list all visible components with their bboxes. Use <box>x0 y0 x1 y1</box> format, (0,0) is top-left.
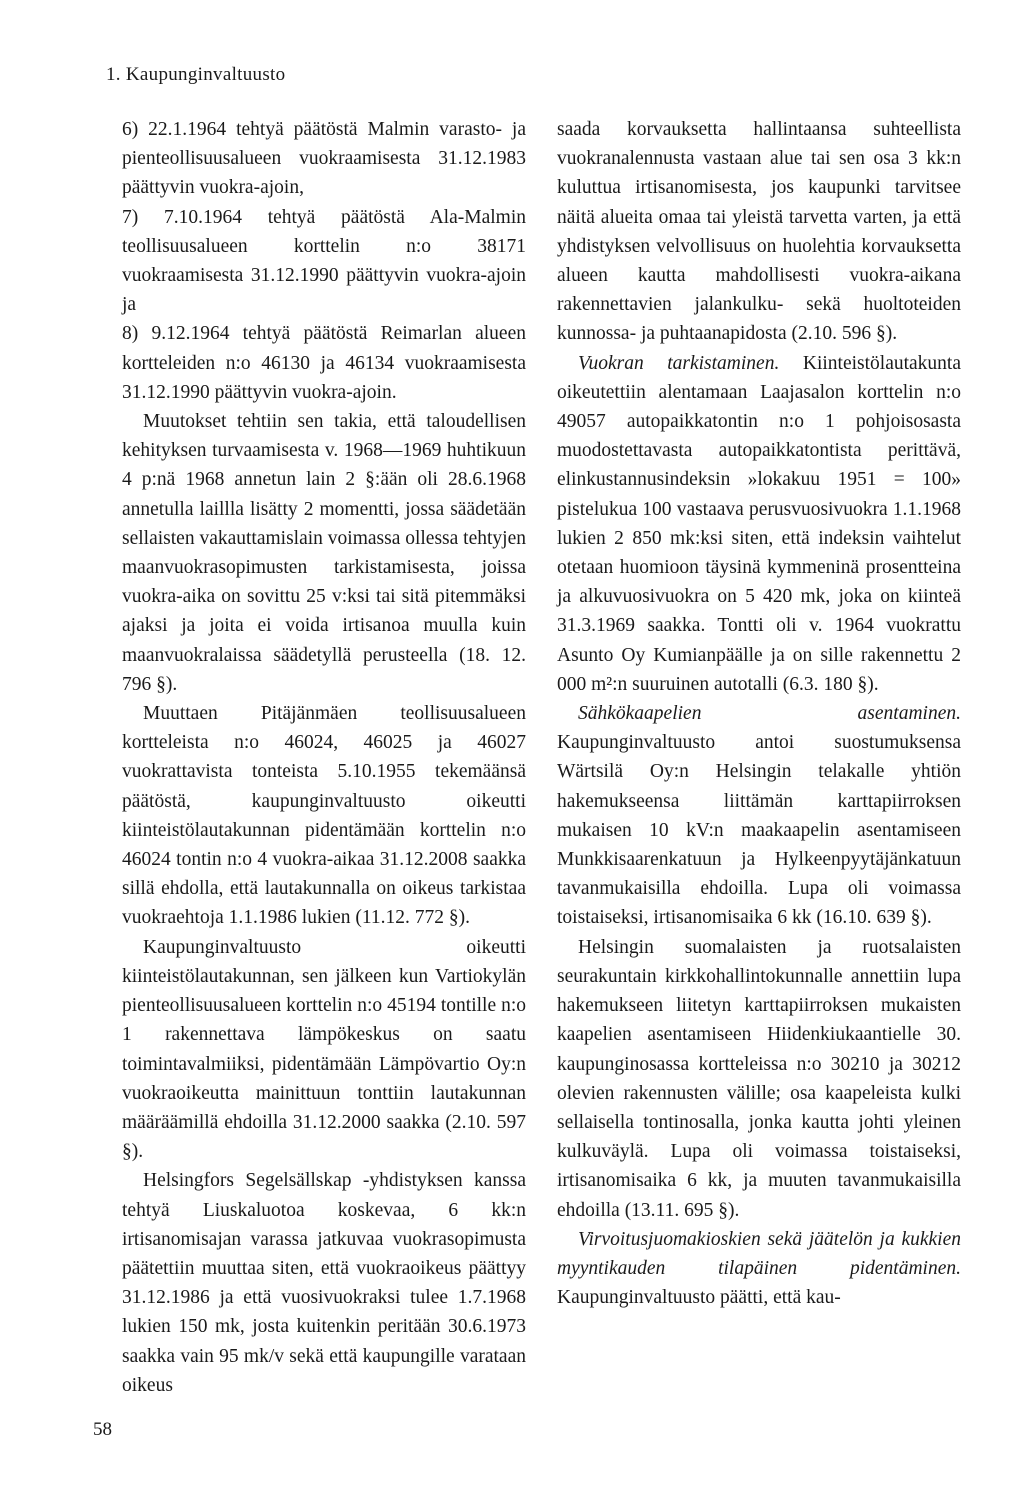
running-head: 1. Kaupunginvaltuusto <box>106 64 286 85</box>
paragraph-text: saada korvauksetta hallintaansa suhteellista vuokranalennusta vastaan alue tai sen osa 3 kk:n kuluttua irtisanomisesta, jos kaupunki tarvitsee näitä alueita omaa tai yleistä tarvetta varten, ja että yhdistyksen velvollisuus on huolehtia korvauksetta alueen kautta mahdollisesti vuokra-aikana rakennettavien jalankulku- sekä huoltoteiden kunnossa- ja puhtaanapidosta (2.10. 596 §). <box>557 119 961 345</box>
paragraph-lead: Sähkökaapelien asentaminen. <box>578 703 961 725</box>
paragraph-text: Kaupunginvaltuusto antoi suostumuksensa Wärtsilä Oy:n Helsingin telakalle yhtiön hakemukseensa liittämän karttapiirroksen mukaisen 10 kV:n maakaapelin asentamiseen Munkkisaarenkatuun ja Hylkeenpyytäjänkatuun tavanmukaisilla ehdoilla. Lupa oli voimassa toistaiseksi, irtisanomisaika 6 kk (16.10. 639 §). <box>557 732 961 929</box>
paragraph <box>122 933 526 1167</box>
left-column <box>122 115 526 1400</box>
paragraph <box>122 319 526 407</box>
paragraph-text: Kiinteistölautakunta oikeutettiin alentamaan Laajasalon korttelin n:o 49057 autopaikkatontin n:o 1 pohjoisosasta muodostettavasta autopaikkatontista perittävä, elinkustannusindeksin »lokakuu 1951 = 100» pistelukua 100 vastaava perusvuosivuokra 1.1.1968 lukien 2 850 mk:ksi siten, että indeksin vaihtelut otetaan huomioon täysinä kymmeninä prosentteina ja alkuvuosivuokra on 5 420 mk, joka on kiinteä 31.3.1969 saakka. Tontti oli v. 1964 vuokrattu Asunto Oy Kumianpäälle ja on sille rakennettu 2 000 m²:n suuruinen autotalli (6.3. 180 §). <box>557 352 961 695</box>
paragraph-text: Muutokset tehtiin sen takia, että taloudellisen kehityksen turvaamisesta v. 1968—1969 huhtikuun 4 p:nä 1968 annetun lain 2 §:ään oli 28.6.1968 annetulla laillla lisätty 2 momentti, jossa säädetään sellaisten vakauttamislain voimassa ollessa tehtyjen maanvuokrasopimusten tarkistamisesta, joissa vuokra-aika on sovittu 25 v:ksi tai sitä pitemmäksi ajaksi ja joita ei voida irtisanoa muulla kuin maanvuokralaissa säädetyllä perusteella (18. 12. 796 §). <box>122 411 526 695</box>
paragraph-lead: Virvoitusjuomakioskien sekä jäätelön ja kukkien myyntikauden tilapäinen pidentäminen. <box>557 1228 961 1279</box>
paragraph <box>557 349 961 699</box>
paragraph <box>557 699 961 933</box>
paragraph-text: 6) 22.1.1964 tehtyä päätöstä Malmin varasto- ja pienteollisuusalueen vuokraamisesta 31.12.1983 päättyvin vuokra-ajoin, <box>122 119 526 199</box>
paragraph <box>122 1166 526 1400</box>
paragraph-text: 7) 7.10.1964 tehtyä päätöstä Ala-Malmin teollisuusalueen korttelin n:o 38171 vuokraamisesta 31.12.1990 päättyvin vuokra-ajoin ja <box>122 206 526 316</box>
paragraph <box>122 699 526 933</box>
paragraph-text: Helsingfors Segelsällskap -yhdistyksen kanssa tehtyä Liuskaluotoa koskevaa, 6 kk:n irtisanomisajan varassa jatkuvaa vuokrasopimusta päätettiin muuttaa siten, että vuokraoikeus päättyy 31.12.1986 ja että vuosivuokraksi tulee 1.7.1968 lukien 150 mk, josta kuitenkin peritään 30.6.1973 saakka vain 95 mk/v sekä että kaupungille varataan oikeus <box>122 1170 526 1396</box>
right-column <box>557 115 961 1312</box>
paragraph-text: Muuttaen Pitäjänmäen teollisuusalueen kortteleista n:o 46024, 46025 ja 46027 vuokrattavista tonteista 5.10.1955 tekemäänsä päätöstä, kaupunginvaltuusto oikeutti kiinteistölautakunnan pidentämään korttelin n:o 46024 tontin n:o 4 vuokra-aikaa 31.12.2008 saakka sillä ehdolla, että lautakunnalla on oikeus tarkistaa vuokraehtoja 1.1.1986 lukien (11.12. 772 §). <box>122 703 526 929</box>
paragraph <box>122 203 526 320</box>
paragraph <box>557 933 961 1225</box>
paragraph-text: 8) 9.12.1964 tehtyä päätöstä Reimarlan alueen kortteleiden n:o 46130 ja 46134 vuokraamisesta 31.12.1990 päättyvin vuokra-ajoin. <box>122 323 526 403</box>
paragraph <box>122 115 526 203</box>
paragraph <box>557 1225 961 1313</box>
paragraph <box>122 407 526 699</box>
paragraph-lead: Vuokran tarkistaminen. <box>578 352 780 374</box>
paragraph <box>557 115 961 349</box>
paragraph-text: Kaupunginvaltuusto oikeutti kiinteistölautakunnan, sen jälkeen kun Vartiokylän pienteollisuusalueen korttelin n:o 45194 tontille n:o 1 rakennettava lämpökeskus on saatu toimintavalmiiksi, pidentämään Lämpövartio Oy:n vuokraoikeutta mainittuun tonttiin lautakunnan määräämillä ehdoilla 31.12.2000 saakka (2.10. 597 §). <box>122 936 526 1163</box>
paragraph-text: Kaupunginvaltuusto päätti, että kau- <box>557 1287 841 1309</box>
page-number: 58 <box>93 1419 112 1440</box>
paragraph-text: Helsingin suomalaisten ja ruotsalaisten seurakuntain kirkkohallintokunnalle annettiin lupa hakemukseen liitetyn karttapiirroksen mukaisten kaapelien asentamiseen Hiidenkiukaantielle 30. kaupunginosassa kortteleissa n:o 30210 ja 30212 olevien rakennusten välille; osa kaapeleista kulki sellaisella tontinosalla, jonka kautta johti yleinen kulkuväylä. Lupa oli voimassa toistaiseksi, irtisanomisaika 6 kk, ja muuten tavanmukaisilla ehdoilla (13.11. 695 §). <box>557 936 961 1221</box>
